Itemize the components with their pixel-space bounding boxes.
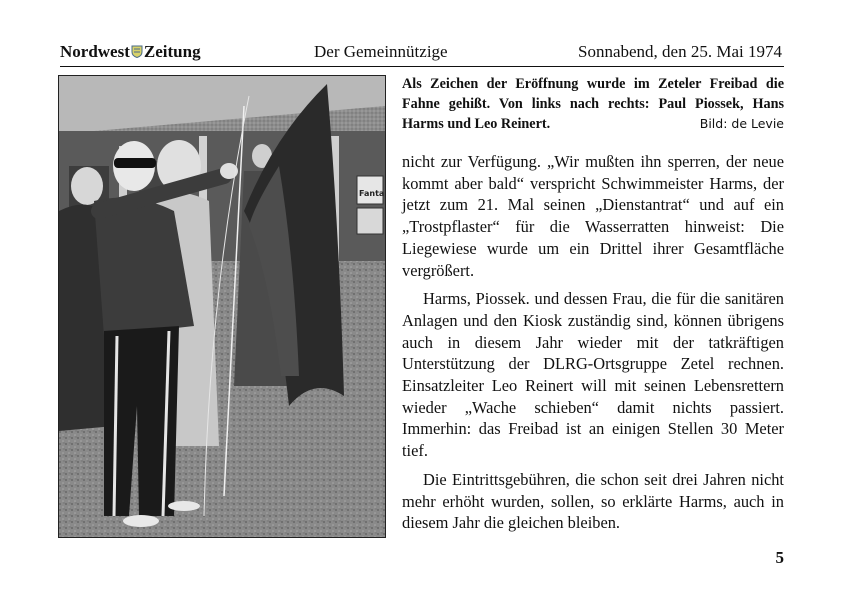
newspaper-name-part1: Nordwest xyxy=(60,42,130,61)
sunglasses xyxy=(114,158,156,168)
news-photo xyxy=(58,75,386,538)
caption-text: Als Zeichen der Eröffnung wurde im Zeteler Freibad die Fahne gehißt. Von links nach rechts: Paul Piossek, Hans Harms und Leo Reinert. xyxy=(402,76,784,132)
article-paragraph: Die Eintrittsgebühren, die schon seit drei Jahren nicht mehr erhöht wurden, sollen, so erklärte Harms, auch in diesem Jahr die gleichen bleiben. xyxy=(402,469,784,533)
flag-hoisting-photo xyxy=(59,76,385,537)
issue-date: Sonnabend, den 25. Mai 1974 xyxy=(578,42,782,61)
photo-credit: Bild: de Levie xyxy=(699,116,784,131)
article-paragraph: Harms, Piossek. und dessen Frau, die für die sanitären Anlagen und den Kiosk zuständig sind, können übrigens auch in diesem Jahr wieder mit der tatkräftigen Unterstützung der DLRG-Ortsgruppe Zetel rechnen. Einsatzleiter Leo Reinert will mit seinen Lebensrettern wieder „Wache schieben“ damit nichts passiert. Immerhin: das Freibad ist an einigen Stellen 30 Meter tief. xyxy=(402,289,784,461)
article-paragraph: nicht zur Verfügung. „Wir mußten ihn sperren, der neue kommt aber bald“ verspricht Schwimmeister Harms, der jetzt zum 21. Mal seinen „Dienstantrat“ und auf ein „Trostpflaster“ für die Wasserratten hinweist: Die Liegewiese wurde um ein Drittel ihrer Gesamtfläche vergrößert. xyxy=(402,152,784,280)
section-title: Der Gemeinnützige xyxy=(314,42,448,61)
article-body xyxy=(402,151,784,541)
fanta-sign-text: Fanta xyxy=(359,189,385,198)
person-left-head xyxy=(71,167,103,205)
cola-sign xyxy=(357,208,383,234)
photo-caption xyxy=(402,74,784,134)
page-header xyxy=(60,42,784,67)
newspaper-name-part2: Zeitung xyxy=(143,42,201,61)
newspaper-name xyxy=(60,42,201,62)
page-number: 5 xyxy=(775,548,784,567)
crest-icon xyxy=(131,45,143,58)
